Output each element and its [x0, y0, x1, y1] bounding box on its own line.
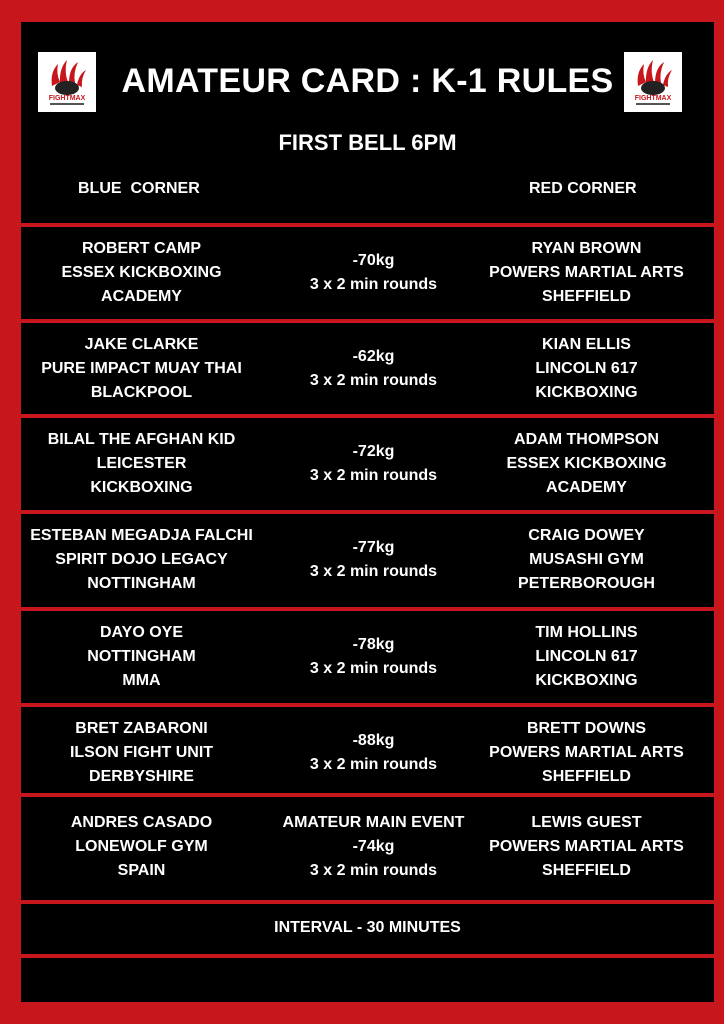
blue-fighter [20, 514, 263, 606]
rounds: 3 x 2 min rounds [309, 372, 438, 389]
fighter-name: BRET ZABARONI [75, 720, 208, 737]
rounds: 3 x 2 min rounds [309, 756, 438, 773]
fighter-gym-line: BLACKPOOL [90, 384, 193, 401]
fighter-name: BRETT DOWNS [526, 720, 647, 737]
fighter-gym-line: ACADEMY [101, 288, 182, 305]
blue-fighter [20, 797, 263, 897]
card-title: AMATEUR CARD : K-1 RULES [121, 62, 614, 100]
weight-class: -72kg [352, 443, 395, 460]
fighter-gym: ESSEX KICKBOXING [506, 455, 667, 472]
fighter-gym-line: ACADEMY [546, 479, 627, 496]
svg-text:FIGHTMAX: FIGHTMAX [48, 95, 86, 102]
fighter-gym: NOTTINGHAM [87, 648, 196, 665]
fighter-name: RYAN BROWN [531, 240, 642, 257]
fighter-gym-line: KICKBOXING [535, 384, 638, 401]
weight-class: -70kg [352, 252, 395, 269]
fighter-gym: ESSEX KICKBOXING [61, 264, 222, 281]
weight-class: -77kg [352, 539, 395, 556]
fighter-gym-line: SHEFFIELD [542, 288, 631, 305]
fighter-gym-line: NOTTINGHAM [87, 575, 196, 592]
bout-details [271, 418, 476, 510]
rounds: 3 x 2 min rounds [309, 276, 438, 293]
rounds: 3 x 2 min rounds [309, 563, 438, 580]
fighter-gym: POWERS MARTIAL ARTS [489, 838, 684, 855]
main-event-label: AMATEUR MAIN EVENT [282, 814, 465, 831]
bout-details [271, 514, 476, 606]
bout-row [21, 227, 714, 319]
bout-details [271, 323, 476, 415]
fighter-name: LEWIS GUEST [531, 814, 642, 831]
blue-fighter [20, 707, 263, 799]
fighter-gym: LINCOLN 617 [535, 360, 638, 377]
fighter-name: ANDRES CASADO [70, 814, 213, 831]
fighter-name: ROBERT CAMP [81, 240, 202, 257]
bout-row [21, 323, 714, 415]
fighter-name: ADAM THOMPSON [514, 431, 659, 448]
fight-card [21, 22, 714, 1002]
blue-fighter [20, 323, 263, 415]
fighter-gym-line: KICKBOXING [535, 672, 638, 689]
fighter-gym: LINCOLN 617 [535, 648, 638, 665]
fighter-gym: POWERS MARTIAL ARTS [489, 744, 684, 761]
red-fighter [479, 227, 694, 319]
first-bell-time: FIRST BELL 6PM [278, 130, 457, 155]
blue-fighter [20, 418, 263, 510]
bout-row [21, 707, 714, 799]
fighter-gym: LONEWOLF GYM [75, 838, 208, 855]
interval-notice: INTERVAL - 30 MINUTES [274, 919, 461, 936]
red-fighter [479, 418, 694, 510]
fighter-gym-line: SHEFFIELD [542, 862, 631, 879]
bout-details [271, 797, 476, 897]
blue-corner-heading: BLUE CORNER [78, 180, 200, 197]
fighter-gym: PURE IMPACT MUAY THAI [41, 360, 242, 377]
row-divider [21, 954, 714, 958]
bout-details [271, 227, 476, 319]
svg-text:FIGHTMAX: FIGHTMAX [634, 95, 672, 102]
bout-details [271, 611, 476, 703]
red-corner-heading: RED CORNER [529, 180, 637, 197]
weight-class: -78kg [352, 636, 395, 653]
fighter-gym-line: MMA [122, 672, 161, 689]
fighter-gym-line: DERBYSHIRE [89, 768, 194, 785]
fighter-name: TIM HOLLINS [535, 624, 638, 641]
fighter-name: BILAL THE AFGHAN KID [47, 431, 236, 448]
fighter-name: JAKE CLARKE [84, 336, 199, 353]
fighter-gym: LEICESTER [96, 455, 187, 472]
red-fighter [479, 707, 694, 799]
fighter-name: KIAN ELLIS [542, 336, 631, 353]
fighter-gym: MUSASHI GYM [529, 551, 644, 568]
bout-row [21, 611, 714, 703]
red-fighter [479, 323, 694, 415]
bout-details [271, 707, 476, 799]
bout-row [21, 418, 714, 510]
bout-row [21, 514, 714, 606]
fighter-gym: POWERS MARTIAL ARTS [489, 264, 684, 281]
fighter-gym-line: SPAIN [117, 862, 166, 879]
fighter-gym-line: SHEFFIELD [542, 768, 631, 785]
weight-class: -74kg [352, 838, 395, 855]
blue-fighter [20, 227, 263, 319]
red-fighter [479, 797, 694, 897]
fighter-gym: ILSON FIGHT UNIT [69, 744, 214, 761]
fighter-name: CRAIG DOWEY [528, 527, 645, 544]
red-fighter [479, 611, 694, 703]
rounds: 3 x 2 min rounds [309, 862, 438, 879]
fighter-gym-line: KICKBOXING [90, 479, 193, 496]
fighter-gym: SPIRIT DOJO LEGACY [55, 551, 228, 568]
rounds: 3 x 2 min rounds [309, 660, 438, 677]
weight-class: -88kg [352, 732, 395, 749]
blue-fighter [20, 611, 263, 703]
main-event-row [21, 797, 714, 897]
weight-class: -62kg [352, 348, 395, 365]
fighter-gym-line: PETERBOROUGH [518, 575, 655, 592]
rounds: 3 x 2 min rounds [309, 467, 438, 484]
fighter-name: DAYO OYE [100, 624, 183, 641]
fighter-name: ESTEBAN MEGADJA FALCHI [30, 527, 253, 544]
red-fighter [479, 514, 694, 606]
